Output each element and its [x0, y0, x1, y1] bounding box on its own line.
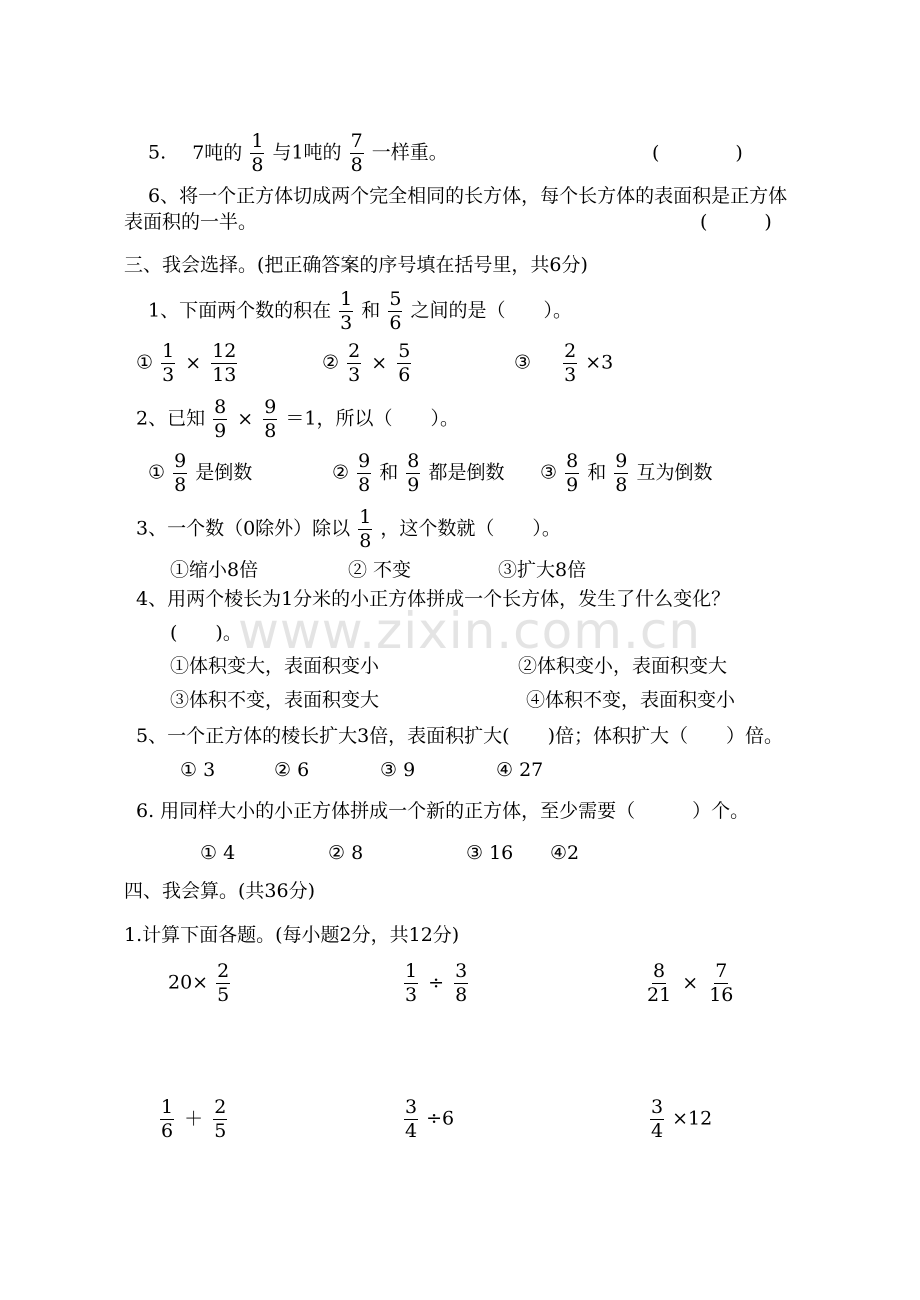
item-text: 和 — [361, 299, 381, 322]
fraction: $\frac{3}{4}$ — [405, 1096, 418, 1142]
fraction: $\frac{2}{5}$ — [214, 1096, 227, 1142]
option-4[interactable]: ④ 27 — [496, 759, 544, 781]
operator: ＋ — [184, 1107, 204, 1130]
fraction: $\frac{1}{3}$ — [162, 340, 175, 386]
calc-problem-2 — [402, 962, 470, 1005]
option-marker: ① — [148, 461, 166, 484]
option-text: 是倒数 — [195, 461, 253, 484]
section-title-4: 四、我会算。(共36分) — [124, 880, 316, 902]
item-text: ＝1，所以（ ）。 — [285, 407, 459, 430]
fraction: $\frac{5}{6}$ — [389, 288, 402, 334]
item-text: ，这个数就（ ）。 — [380, 517, 561, 540]
option-text: 和 — [587, 461, 607, 484]
choice-item-4: 4、用两个棱长为1分米的小正方体拼成一个长方体，发生了什么变化？ — [136, 588, 731, 610]
choice-item-1 — [148, 290, 572, 333]
fraction: $\frac{12}{13}$ — [212, 340, 237, 386]
watermark: www.zixin.com.cn — [238, 602, 702, 660]
option-3[interactable]: ③ 9 — [380, 759, 416, 781]
subsection-title: 1.计算下面各题。(每小题2分，共12分) — [124, 924, 460, 946]
fraction: $\frac{8}{9}$ — [214, 396, 227, 442]
option-text: 都是倒数 — [428, 461, 505, 484]
fraction: $\frac{1}{3}$ — [340, 288, 353, 334]
option-3[interactable]: ③扩大8倍 — [498, 559, 587, 581]
item-text: 7吨的 — [192, 141, 243, 164]
item-number: 5. — [148, 141, 167, 164]
calc-problem-3 — [644, 962, 736, 1005]
option-2[interactable]: ② 不变 — [348, 559, 412, 581]
fraction: $\frac{2}{5}$ — [217, 960, 230, 1006]
operator: ÷ — [428, 971, 445, 994]
choice-item-6: 6. 用同样大小的小正方体拼成一个新的正方体，至少需要（ ）个。 — [136, 800, 750, 822]
option-1[interactable]: ① 4 — [200, 842, 236, 864]
option-text: 互为倒数 — [636, 461, 713, 484]
answer-paren[interactable]: ( ) — [700, 211, 772, 233]
option-3[interactable] — [514, 342, 613, 385]
fraction: $\frac{7}{8}$ — [350, 130, 363, 176]
option-3[interactable]: ③ 16 — [466, 842, 514, 864]
fraction: $\frac{3}{4}$ — [651, 1096, 664, 1142]
fraction: $\frac{3}{8}$ — [455, 960, 468, 1006]
option-1[interactable]: ①缩小8倍 — [170, 559, 259, 581]
option-3[interactable] — [540, 452, 712, 495]
answer-paren[interactable]: ( ) — [652, 142, 743, 164]
option-marker: ② — [322, 351, 340, 374]
calc-problem-1 — [168, 962, 232, 1005]
item-text: 之间的是（ ）。 — [410, 299, 572, 322]
option-2[interactable] — [322, 342, 413, 385]
operator: × — [682, 971, 699, 994]
item-text: 3、一个数（0除外）除以 — [136, 517, 351, 540]
option-4[interactable]: ④体积不变，表面积变小 — [526, 689, 736, 711]
option-2[interactable] — [332, 452, 504, 495]
calc-problem-5 — [402, 1098, 454, 1141]
option-2[interactable]: ②体积变小，表面积变大 — [518, 655, 728, 677]
option-1[interactable] — [136, 342, 239, 385]
fraction: $\frac{9}{8}$ — [174, 450, 187, 496]
option-4[interactable]: ④2 — [550, 842, 580, 864]
option-marker: ③ — [540, 461, 558, 484]
option-marker: ③ — [514, 351, 532, 374]
answer-paren[interactable]: ( )。 — [170, 622, 242, 644]
item-text: 一样重。 — [371, 141, 448, 164]
option-1[interactable]: ① 3 — [180, 759, 216, 781]
operator: × — [371, 351, 388, 374]
fraction: $\frac{1}{8}$ — [251, 130, 264, 176]
option-1[interactable]: ①体积变大，表面积变小 — [170, 655, 380, 677]
judge-item-6-cont: 表面积的一半。 — [124, 211, 258, 233]
choice-item-5: 5、一个正方体的棱长扩大3倍，表面积扩大( )倍；体积扩大（ ）倍。 — [136, 725, 784, 747]
operator-term: ×3 — [585, 351, 614, 374]
section-title-3: 三、我会选择。(把正确答案的序号填在括号里，共6分) — [124, 254, 588, 276]
operator: × — [237, 407, 254, 430]
option-2[interactable]: ② 6 — [274, 759, 310, 781]
fraction: $\frac{8}{21}$ — [647, 960, 672, 1006]
option-3[interactable]: ③体积不变，表面积变大 — [170, 689, 380, 711]
choice-item-2 — [136, 398, 459, 441]
fraction: $\frac{1}{6}$ — [161, 1096, 174, 1142]
fraction: $\frac{9}{8}$ — [358, 450, 371, 496]
option-marker: ① — [136, 351, 154, 374]
choice-item-3 — [136, 508, 561, 551]
judge-item-5 — [148, 132, 448, 175]
calc-problem-6 — [648, 1098, 712, 1141]
operator-term: ×12 — [672, 1107, 713, 1130]
operator: × — [185, 351, 202, 374]
fraction: $\frac{2}{3}$ — [564, 340, 577, 386]
fraction: $\frac{1}{3}$ — [405, 960, 418, 1006]
fraction: $\frac{8}{9}$ — [566, 450, 579, 496]
judge-item-6: 6、将一个正方体切成两个完全相同的长方体，每个长方体的表面积是正方体 — [148, 185, 788, 207]
operator-term: ÷6 — [426, 1107, 455, 1130]
fraction: $\frac{9}{8}$ — [615, 450, 628, 496]
item-text: 1、下面两个数的积在 — [148, 299, 332, 322]
calc-problem-4 — [158, 1098, 229, 1141]
fraction: $\frac{9}{8}$ — [264, 396, 277, 442]
fraction: $\frac{7}{16}$ — [709, 960, 734, 1006]
fraction: $\frac{5}{6}$ — [398, 340, 411, 386]
fraction: $\frac{2}{3}$ — [348, 340, 361, 386]
option-marker: ② — [332, 461, 350, 484]
item-text: 2、已知 — [136, 407, 206, 430]
operand: 20× — [168, 971, 209, 994]
fraction: $\frac{1}{8}$ — [359, 506, 372, 552]
option-1[interactable] — [148, 452, 252, 495]
item-text: 与1吨的 — [272, 141, 342, 164]
fraction: $\frac{8}{9}$ — [407, 450, 420, 496]
option-2[interactable]: ② 8 — [328, 842, 364, 864]
option-text: 和 — [379, 461, 399, 484]
